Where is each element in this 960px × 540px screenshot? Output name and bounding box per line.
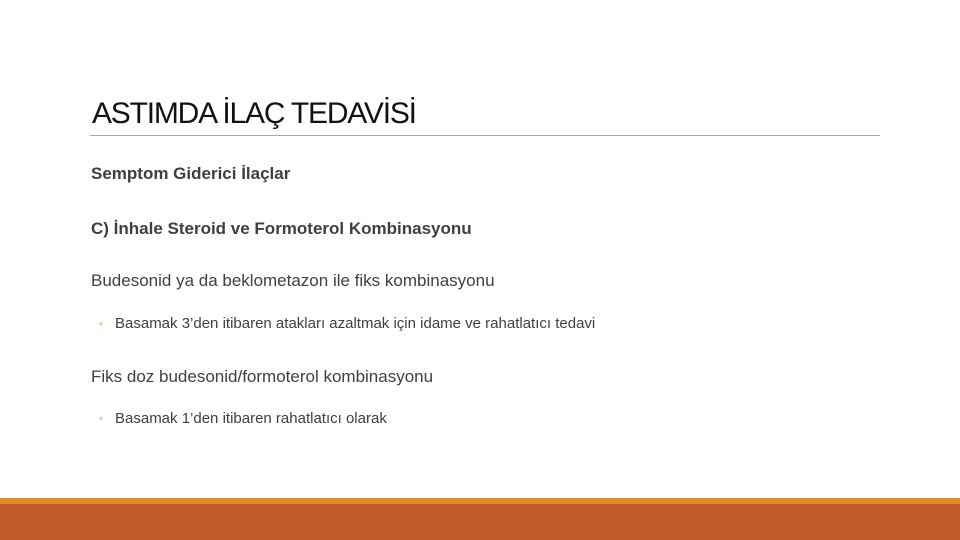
section-heading: Semptom Giderici İlaçlar [91, 164, 291, 183]
body-text-line: Fiks doz budesonid/formoterol kombinasyonu [91, 367, 434, 386]
hollow-circle-icon: ◦ [99, 318, 103, 330]
subsection-heading: C) İnhale Steroid ve Formoterol Kombinasyonu [91, 219, 472, 238]
sub-bullet-text: Basamak 3’den itibaren atakları azaltmak için idame ve rahatlatıcı tedavi [115, 315, 596, 332]
footer-bar [0, 504, 960, 540]
sub-bullet-text: Basamak 1’den itibaren rahatlatıcı olarak [115, 410, 387, 427]
sub-bullet-item [99, 408, 387, 430]
slide-title: ASTIMDA İLAÇ TEDAVİSİ [92, 97, 416, 130]
body-text-line: Budesonid ya da beklometazon ile fiks kombinasyonu [91, 271, 495, 290]
title-divider [90, 135, 880, 136]
sub-bullet-item [99, 313, 595, 335]
hollow-circle-icon: ◦ [99, 413, 103, 425]
